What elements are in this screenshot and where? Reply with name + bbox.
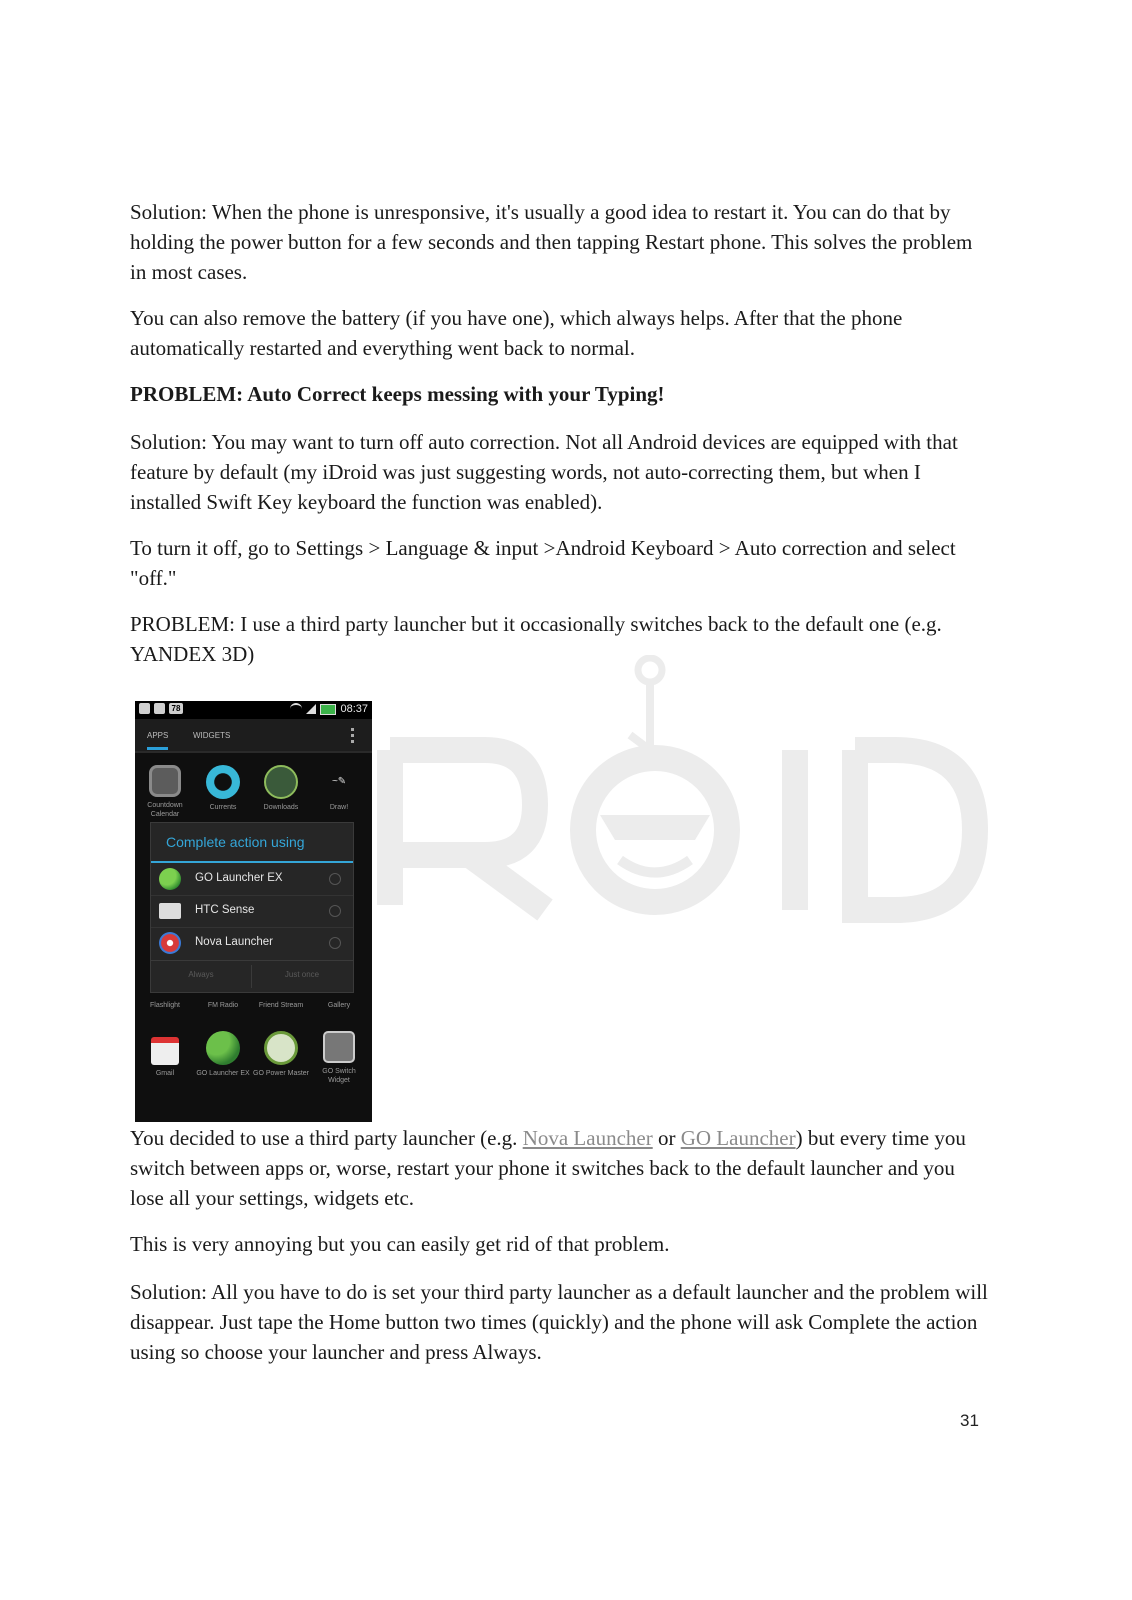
app-go-launcher-ex[interactable]: GO Launcher EX bbox=[195, 1031, 251, 1078]
dialog-buttons bbox=[151, 960, 353, 992]
go-launcher-link[interactable]: GO Launcher bbox=[680, 1126, 796, 1150]
app-flashlight[interactable]: Flashlight bbox=[150, 1002, 180, 1009]
htc-sense-icon bbox=[159, 903, 181, 919]
tab-apps[interactable]: APPS bbox=[147, 731, 168, 750]
option-go-launcher-ex[interactable]: GO Launcher EX bbox=[151, 863, 353, 896]
always-button[interactable]: Always bbox=[188, 970, 214, 979]
nova-launcher-link[interactable]: Nova Launcher bbox=[522, 1126, 653, 1150]
badge-count: 78 bbox=[169, 703, 183, 714]
battery-icon bbox=[320, 704, 336, 715]
gmail-icon bbox=[151, 1037, 179, 1065]
paragraph-auto-correct-solution: Solution: You may want to turn off auto correction. Not all Android devices are equipped with that feature by default (my iDroid was just suggesting words, not auto-correcting them, but when I installed Swift Key keyboard the function was enabled). bbox=[130, 430, 958, 514]
app-drawer-tabs bbox=[135, 719, 372, 753]
app-fm-radio[interactable]: FM Radio bbox=[207, 1002, 239, 1009]
image-icon bbox=[154, 703, 165, 714]
signal-icon bbox=[306, 704, 316, 714]
app-countdown-calendar[interactable]: Countdown Calendar bbox=[137, 765, 193, 819]
wifi-icon bbox=[290, 703, 302, 715]
status-bar bbox=[135, 701, 372, 719]
download-icon bbox=[264, 765, 298, 799]
radio-button[interactable] bbox=[329, 905, 341, 917]
go-launcher-icon bbox=[206, 1031, 240, 1065]
droid-watermark bbox=[375, 655, 1005, 925]
app-downloads[interactable]: Downloads bbox=[253, 765, 309, 812]
paragraph-launcher-solution: Solution: All you have to do is set your third party launcher as a default launcher and the problem will disappear. Just tape the Home button two times (quickly) and the phone will ask Complete the action using so choose your launcher and press Always. bbox=[130, 1280, 988, 1364]
phone-screenshot bbox=[135, 701, 372, 1122]
paragraph-annoying: This is very annoying but you can easily get rid of that problem. bbox=[130, 1232, 670, 1256]
clock-icon bbox=[149, 765, 181, 797]
app-currents[interactable]: Currents bbox=[195, 765, 251, 812]
paragraph-restart-solution: Solution: When the phone is unresponsive, it's usually a good idea to restart it. You can do that by holding the power button for a few seconds and then tapping Restart phone. This solves the problem in most cases. bbox=[130, 200, 973, 284]
page-number: 31 bbox=[960, 1411, 979, 1430]
nova-launcher-icon bbox=[159, 932, 181, 954]
app-go-switch-widget[interactable]: GO Switch Widget bbox=[311, 1031, 367, 1085]
heading-auto-correct: PROBLEM: Auto Correct keeps messing with your Typing! bbox=[130, 382, 665, 406]
app-draw[interactable]: ~✎ Draw! bbox=[311, 765, 367, 812]
power-icon bbox=[264, 1031, 298, 1065]
go-launcher-icon bbox=[159, 868, 181, 890]
app-friend-stream[interactable]: Friend Stream bbox=[258, 1002, 304, 1009]
option-htc-sense[interactable]: HTC Sense bbox=[151, 895, 353, 928]
draw-icon: ~✎ bbox=[331, 776, 347, 787]
currents-icon bbox=[206, 765, 240, 799]
complete-action-dialog bbox=[150, 822, 354, 993]
radio-button[interactable] bbox=[329, 873, 341, 885]
paragraph-remove-battery: You can also remove the battery (if you have one), which always helps. After that the phone automatically restarted and everything went back to normal. bbox=[130, 306, 903, 360]
switch-icon bbox=[323, 1031, 355, 1063]
overflow-menu-icon[interactable] bbox=[351, 728, 354, 743]
just-once-button[interactable]: Just once bbox=[284, 970, 320, 979]
app-go-power-master[interactable]: GO Power Master bbox=[253, 1031, 309, 1078]
app-gallery[interactable]: Gallery bbox=[327, 1002, 351, 1009]
option-nova-launcher[interactable]: Nova Launcher bbox=[151, 927, 353, 959]
app-gmail[interactable]: Gmail bbox=[137, 1031, 193, 1078]
paragraph-launcher-problem: PROBLEM: I use a third party launcher but it occasionally switches back to the default one (e.g. YANDEX 3D) bbox=[130, 612, 942, 666]
paragraph-turn-off: To turn it off, go to Settings > Language & input >Android Keyboard > Auto correction and select "off." bbox=[130, 536, 956, 590]
notification-icon bbox=[139, 703, 150, 714]
tab-widgets[interactable]: WIDGETS bbox=[193, 731, 231, 740]
radio-button[interactable] bbox=[329, 937, 341, 949]
paragraph-launcher-explanation: You decided to use a third party launcher (e.g. Nova Launcher or GO Launcher) but every time you switch between apps or, worse, restart your phone it switches back to the default launcher and you lose all your settings, widgets etc. bbox=[130, 1126, 966, 1210]
dialog-title: Complete action using bbox=[166, 834, 305, 850]
status-time: 08:37 bbox=[340, 703, 368, 715]
